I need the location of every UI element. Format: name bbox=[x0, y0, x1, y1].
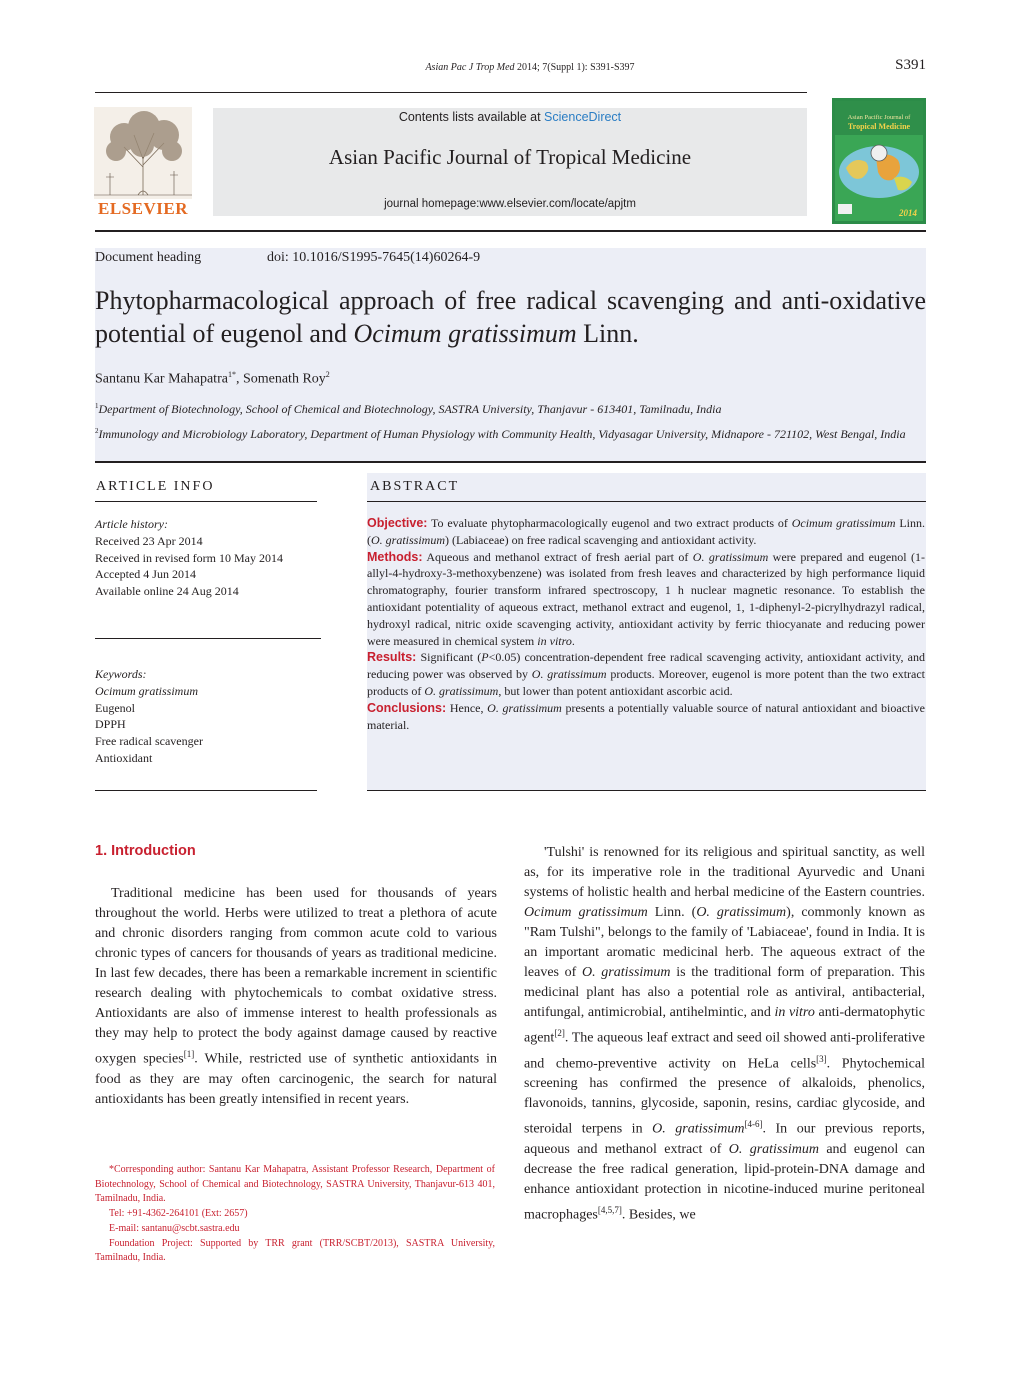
results-p-value: P bbox=[481, 650, 489, 665]
keyword-item: Ocimum gratissimum bbox=[95, 683, 199, 698]
sciencedirect-link[interactable]: ScienceDirect bbox=[544, 110, 622, 124]
footnote-funding: Foundation Project: Supported by TRR grant (TRR/SCBT/2013), SASTRA University, Tamilnadu, India. bbox=[95, 1237, 495, 1264]
doi[interactable]: doi: 10.1016/S1995-7645(14)60264-9 bbox=[267, 250, 481, 265]
methods-text: Aqueous and methanol extract of fresh aerial part of bbox=[422, 549, 693, 564]
history-received: Received 23 Apr 2014 bbox=[95, 533, 203, 548]
affiliation-1 bbox=[95, 399, 926, 416]
header-rule bbox=[95, 92, 807, 93]
objective-text: Linn. ( bbox=[367, 516, 925, 547]
paragraph-text: is the traditional form of preparation. This medicinal plant has also a potential role as antiviral, antibacterial, antifungal, antimicrobial, antihelmintic, and bbox=[524, 965, 925, 1020]
footnotes bbox=[95, 1163, 495, 1266]
objective-species-abbr: O. gratissimum bbox=[371, 532, 446, 547]
keywords bbox=[95, 666, 203, 767]
history-revised: Received in revised form 10 May 2014 bbox=[95, 550, 283, 565]
abstract-body bbox=[367, 515, 925, 733]
footnote-email[interactable]: E-mail: santanu@scbt.sastra.edu bbox=[109, 1222, 240, 1234]
paragraph-text: . While, restricted use of synthetic antioxidants in food as they are may often carcinogenic, the search for natural antioxidants has been greatly intensified in recent years. bbox=[95, 1051, 497, 1107]
species-name: Ocimum gratissimum bbox=[524, 905, 648, 920]
body-column-left bbox=[95, 884, 497, 1110]
article-history bbox=[95, 516, 283, 600]
cover-title-line-1: Asian Pacific Journal of bbox=[847, 114, 911, 121]
journal-title: Asian Pacific Journal of Tropical Medicine bbox=[328, 145, 692, 169]
author-2[interactable]: Somenath Roy bbox=[242, 371, 326, 387]
history-online: Available online 24 Aug 2014 bbox=[95, 584, 239, 599]
keyword-item: Antioxidant bbox=[95, 750, 153, 765]
paragraph-text: 'Tulshi' is renowned for its religious and spiritual sanctity, as well as, for its imperative role in the traditional Ayurvedic and Unani systems of holistic health and herbal medicine of the Eastern countries. bbox=[524, 845, 925, 900]
abstract-conclusions bbox=[367, 700, 925, 734]
abstract-results bbox=[367, 649, 925, 699]
keyword-item: Eugenol bbox=[95, 700, 135, 715]
objective-label: Objective: bbox=[367, 516, 428, 530]
article-title bbox=[95, 284, 926, 350]
history-title: Article history: bbox=[95, 517, 168, 531]
results-text: , but lower than potent antioxidant ascorbic acid. bbox=[498, 683, 733, 698]
abstract-bottom-rule bbox=[367, 790, 926, 791]
cover-title-line-2: Tropical Medicine bbox=[847, 122, 911, 131]
paragraph-text: . Phytochemical screening has confirmed the presence of alkaloids, phenolics, flavonoids, tannins, glycoside, saponin, resins, cardiac glycoside, and steroidal terpens in bbox=[524, 1056, 926, 1137]
citation-ref[interactable]: [4,5,7] bbox=[597, 1204, 622, 1215]
citation-ref[interactable]: [3] bbox=[816, 1053, 827, 1064]
author-1[interactable]: Santanu Kar Mahapatra bbox=[95, 371, 228, 387]
keywords-title: Keywords: bbox=[95, 667, 147, 681]
history-accepted: Accepted 4 Jun 2014 bbox=[95, 567, 196, 582]
methods-species: O. gratissimum bbox=[692, 549, 769, 564]
journal-homepage-link[interactable]: journal homepage:www.elsevier.com/locate/apjtm bbox=[384, 198, 636, 210]
paragraph-text: and eugenol can decrease the free radical generation, lipid-protein-DNA damage and enhance antioxidant protection in nicotine-induced murine peritoneal macrophages bbox=[524, 1141, 925, 1223]
article-info-bottom-rule bbox=[95, 790, 317, 791]
section-heading-introduction: 1. Introduction bbox=[95, 843, 196, 859]
results-label: Results: bbox=[367, 650, 417, 665]
document-heading: Document heading bbox=[95, 250, 202, 265]
conclusions-species: O. gratissimum bbox=[487, 700, 562, 715]
results-species: O. gratissimum bbox=[531, 667, 607, 682]
abstract-methods bbox=[367, 549, 925, 650]
title-part-1: Phytopharmacological approach of free radical scavenging and anti-oxidative potential of eugenol and bbox=[95, 286, 926, 348]
methods-label: Methods: bbox=[367, 549, 423, 564]
species-name: O. gratissimum bbox=[696, 905, 787, 920]
species-name: O. gratissimum bbox=[652, 1121, 745, 1137]
keyword-item: Free radical scavenger bbox=[95, 734, 203, 749]
title-part-2: Linn. bbox=[576, 319, 639, 348]
body-column-right bbox=[524, 843, 925, 1226]
paragraph-text: anti-dermatophytic agent bbox=[524, 1005, 926, 1046]
masthead-rule bbox=[95, 230, 926, 232]
cover-year: 2014 bbox=[899, 208, 917, 218]
results-text: <0.05) concentration-dependent free radical scavenging activity, antioxidant activity, and reducing power was observed by bbox=[367, 650, 925, 682]
affiliation-2 bbox=[95, 424, 926, 441]
abstract-objective bbox=[367, 515, 925, 549]
paragraph-text: Traditional medicine has been used for thousands of years throughout the world. Herbs were utilized to treat a plethora of acute and chronic disorders ranging from common acute cold to various chronic types of cancers for thousands of years as traditional medicine. In last few decades, there has been a remarkable increment in scientific research dealing with phytochemicals to combat oxidative stress. Antioxidants are also of immense interest to health professionals as they may help to protect the body against damage caused by reactive oxygen species bbox=[95, 886, 497, 1067]
results-text: Significant ( bbox=[416, 650, 482, 665]
abstract-rule bbox=[367, 501, 926, 502]
affiliation-1-number: 1 bbox=[95, 402, 99, 410]
affiliation-2-number: 2 bbox=[95, 427, 99, 435]
citation-ref[interactable]: [4-6] bbox=[744, 1119, 763, 1130]
species-name: O. gratissimum bbox=[582, 965, 671, 980]
affiliation-2-text: Immunology and Microbiology Laboratory, Department of Human Physiology with Community Health, Vidyasagar University, Midnapore - 721102, West Bengal, India bbox=[98, 427, 906, 441]
elsevier-logo[interactable] bbox=[94, 107, 192, 219]
footnote-telephone: Tel: +91-4362-264101 (Ext: 2657) bbox=[109, 1208, 248, 1220]
title-band-rule bbox=[95, 461, 926, 463]
citation: 2014; 7(Suppl 1): S391-S397 bbox=[514, 62, 635, 73]
conclusions-text: Hence, bbox=[446, 700, 488, 715]
author-1-affiliation-mark: 1* bbox=[227, 370, 236, 379]
journal-abbreviation: Asian Pac J Trop Med bbox=[425, 62, 515, 73]
author-list bbox=[95, 370, 330, 388]
tree-icon bbox=[94, 107, 192, 199]
keyword-item: DPPH bbox=[95, 717, 126, 732]
footnote-corresponding-author: *Corresponding author: Santanu Kar Mahapatra, Assistant Professor Research, Department of Biotechnology, School of Chemical and Biotechnology, SASTRA University, Thanjavur-613 401, Tamilnadu, India. bbox=[95, 1164, 495, 1205]
objective-text: To evaluate phytopharmacologically eugenol and two extract products of bbox=[427, 516, 792, 530]
journal-cover[interactable] bbox=[832, 98, 926, 224]
in-vitro-term: in vitro bbox=[774, 1005, 815, 1020]
contents-line bbox=[213, 110, 807, 124]
objective-text: ) (Labiaceae) on free radical scavenging and antioxidant activity. bbox=[445, 532, 757, 547]
page-number: S391 bbox=[895, 57, 926, 73]
results-text: products. Moreover, eugenol is more potent than the two extract products of bbox=[367, 667, 926, 698]
abstract-heading: ABSTRACT bbox=[370, 479, 460, 494]
paragraph-text: . Besides, we bbox=[621, 1207, 696, 1223]
species-name: O. gratissimum bbox=[728, 1141, 819, 1157]
methods-text: were prepared and eugenol (1-allyl-4-hydroxy-3-methoxybenzene) was isolated from fresh leaves and characterized by high performance liquid chromatography, fourier transform infrared spectroscopy, 1 h nuclear magnetic resonance. To establish the antioxidant potentiality of aqueous extract, methanol extract and eugenol, 1, 1-diphenyl-2-picrylhydrazyl radical, hydroxyl radical, nitric oxide scavenging activity, antioxidant activity by ferric thiocyanate and reducing power were measured in chemical system bbox=[367, 549, 926, 648]
methods-in-vitro: in vitro bbox=[537, 633, 572, 648]
objective-species: Ocimum gratissimum bbox=[791, 516, 896, 530]
paragraph-text: Linn. ( bbox=[647, 905, 697, 920]
citation-ref[interactable]: [2] bbox=[554, 1028, 565, 1038]
methods-text: . bbox=[571, 633, 575, 648]
introduction-paragraph-1 bbox=[95, 884, 497, 1110]
conclusions-text: presents a potentially valuable source of natural antioxidant and bioactive material. bbox=[367, 700, 926, 732]
running-header bbox=[380, 62, 680, 73]
article-info-rule bbox=[95, 501, 317, 502]
citation-ref[interactable]: [1] bbox=[183, 1049, 195, 1059]
paragraph-text: . In our previous reports, aqueous and methanol extract of bbox=[524, 1121, 925, 1157]
author-2-affiliation-mark: 2 bbox=[325, 370, 330, 379]
article-info-heading: ARTICLE INFO bbox=[96, 479, 215, 494]
keywords-rule bbox=[95, 638, 321, 639]
journal-cover-image bbox=[832, 98, 926, 224]
results-species: O. gratissimum bbox=[424, 683, 499, 698]
paragraph-text: ), commonly known as "Ram Tulshi", belongs to the family of 'Labiaceae', found in India. It is an important aromatic medicinal herb. The aqueous extract of the leaves of bbox=[524, 905, 926, 980]
author-separator: , bbox=[235, 371, 243, 387]
title-species: Ocimum gratissimum bbox=[353, 319, 577, 348]
conclusions-label: Conclusions: bbox=[367, 700, 447, 715]
publisher-name: ELSEVIER bbox=[98, 199, 188, 218]
contents-prefix: Contents lists available at bbox=[398, 110, 545, 124]
introduction-paragraph-2 bbox=[524, 843, 925, 1226]
affiliation-1-text: Department of Biotechnology, School of Chemical and Biotechnology, SASTRA University, Thanjavur - 613401, Tamilnadu, India bbox=[98, 402, 722, 416]
paragraph-text: . The aqueous leaf extract and seed oil showed anti-proliferative and chemo-preventive activity on HeLa cells bbox=[524, 1030, 925, 1072]
